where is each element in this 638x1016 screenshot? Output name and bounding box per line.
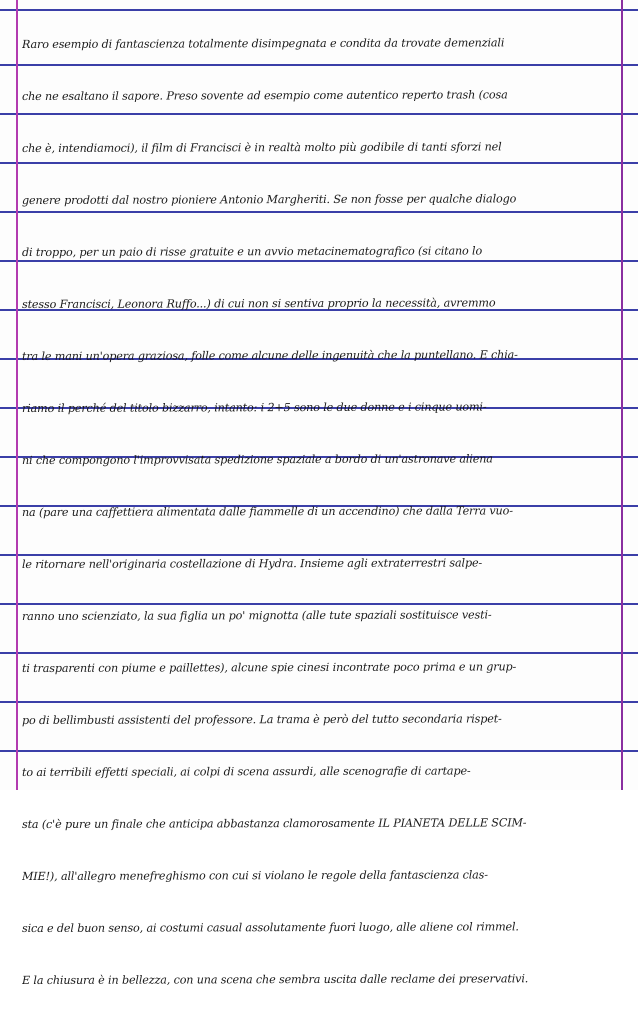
text-line-7: tra le mani un'opera graziosa, folle come alcune delle ingenuità che la puntellano. E chia- bbox=[21, 348, 518, 364]
text-line-10: na (pare una caffettiera alimentata dalle fiammelle di un accendino) che dalla Terra vuo- bbox=[21, 504, 513, 520]
text-line-17: MIE!), all'allegro menefreghismo con cui si violano le regole della fantascienza clas- bbox=[21, 868, 488, 884]
text-line-9: ni che compongono l'improvvisata spedizione spaziale a bordo di un'astronave aliena bbox=[21, 452, 493, 468]
text-line-14: po di bellimbusti assistenti del professore. La trama è però del tutto secondaria rispet- bbox=[21, 712, 502, 728]
text-line-13: ti trasparenti con piume e paillettes), alcune spie cinesi incontrate poco prima e un grup- bbox=[21, 660, 517, 676]
text-line-12: ranno uno scienziato, la sua figlia un po' mignotta (alle tute spaziali sostituisce vesti- bbox=[21, 608, 492, 624]
text-line-3: che è, intendiamoci), il film di Francisci è in realtà molto più godibile di tanti sforzi nel bbox=[21, 140, 502, 156]
text-line-1: Raro esempio di fantascienza totalmente disimpegnata e condita da trovate demenziali bbox=[21, 36, 505, 52]
text-line-8: riamo il perché del titolo bizzarro, intanto: i 2+5 sono le due donne e i cinque uomi- bbox=[21, 400, 487, 416]
text-line-4: genere prodotti dal nostro pioniere Antonio Margheriti. Se non fosse per qualche dialogo bbox=[21, 192, 517, 208]
right-margin-line bbox=[621, 0, 623, 790]
handwritten-text bbox=[22, 27, 618, 1015]
text-line-19: E la chiusura è in bellezza, con una scena che sembra uscita dalle reclame dei preservativi. bbox=[21, 972, 529, 988]
left-margin-line bbox=[16, 0, 18, 790]
text-line-5: di troppo, per un paio di risse gratuite e un avvio metacinematografico (si citano lo bbox=[21, 244, 483, 260]
text-line-6: stesso Francisci, Leonora Ruffo...) di cui non si sentiva proprio la necessità, avremmo bbox=[21, 296, 496, 312]
text-line-15: to ai terribili effetti speciali, ai colpi di scena assurdi, alle scenografie di cartape- bbox=[21, 764, 471, 780]
text-line-11: le ritornare nell'originaria costellazione di Hydra. Insieme agli extraterrestri salpe- bbox=[21, 556, 483, 572]
text-line-2: che ne esaltano il sapore. Preso sovente ad esempio come autentico reperto trash (cosa bbox=[21, 88, 508, 104]
text-line-18: sica e del buon senso, ai costumi casual assolutamente fuori luogo, alle aliene col rimmel. bbox=[21, 920, 519, 936]
text-line-16: sta (c'è pure un finale che anticipa abbastanza clamorosamente IL PIANETA DELLE SCIM- bbox=[21, 816, 527, 832]
